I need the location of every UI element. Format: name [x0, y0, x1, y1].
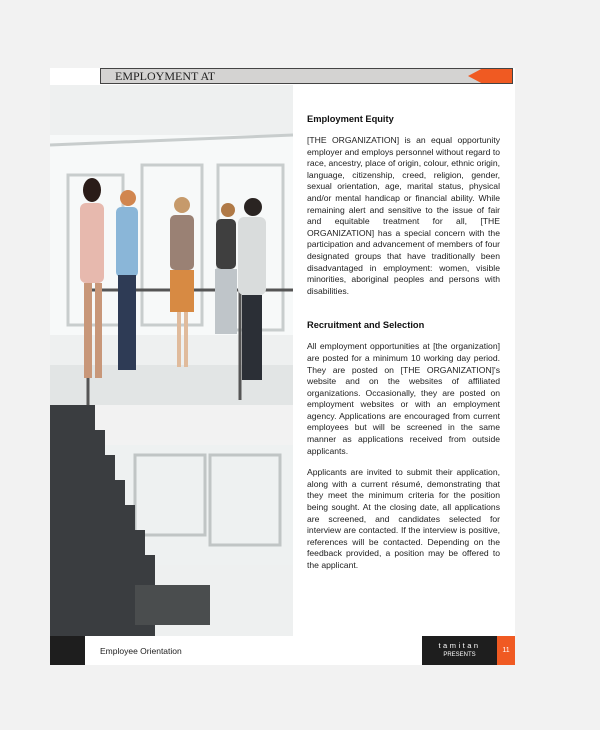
- recruitment-paragraph-2: Applicants are invited to submit their application, along with a current résumé, demonstrating that they meet the minimum criteria for the position being sought. At the closing date, all applications are screened, and candidates selected for interview are contacted. If the interview is positive, references will be contacted. Depending on the feedback provided, a position may be offered to the applicant.: [307, 467, 500, 570]
- text-column: [307, 113, 500, 582]
- employment-equity-paragraph: [THE ORGANIZATION] is an equal opportunity employer and employs personnel without regard to race, ancestry, place of origin, colour, ethnic origin, language, citizenship, creed, religion, gender, sexual orientation, age, marital status, physical and/or mental handicap or financial ability. While remaining alert and sensitive to the issue of fair and equitable treatment for all, [THE ORGANIZATION] has a special concern with the participation and advancement of members of four designated groups that have traditionally been disadvantaged in employment: women, visible minorities, aboriginal peoples and persons with disabilities.: [307, 135, 500, 296]
- footer-dark-block: [50, 636, 85, 665]
- recruitment-paragraph-1: All employment opportunities at [the organization] are posted for a minimum 10 working day period. They are posted on [THE ORGANIZATION]'s website and on the websites of affiliated organizations. Occasionally, they are posted on employment websites or with an employment agency. Applications are encouraged from current employees but will be screened in the same manner as applications received from outside applicants.: [307, 341, 500, 456]
- office-people-illustration: [50, 85, 293, 636]
- brand-logo: [422, 636, 497, 665]
- office-photo: [50, 85, 293, 636]
- header-bar: [100, 68, 513, 84]
- arrow-accent-icon: [468, 69, 512, 83]
- brand-subtitle: PRESENTS: [443, 652, 476, 658]
- page-title: EMPLOYMENT AT: [115, 69, 216, 83]
- section-heading-employment-equity: Employment Equity: [307, 114, 394, 124]
- footer-label: Employee Orientation: [100, 646, 182, 656]
- page-number: 11: [497, 636, 515, 665]
- section-heading-recruitment: Recruitment and Selection: [307, 320, 425, 331]
- brand-name: tamitan: [438, 641, 481, 650]
